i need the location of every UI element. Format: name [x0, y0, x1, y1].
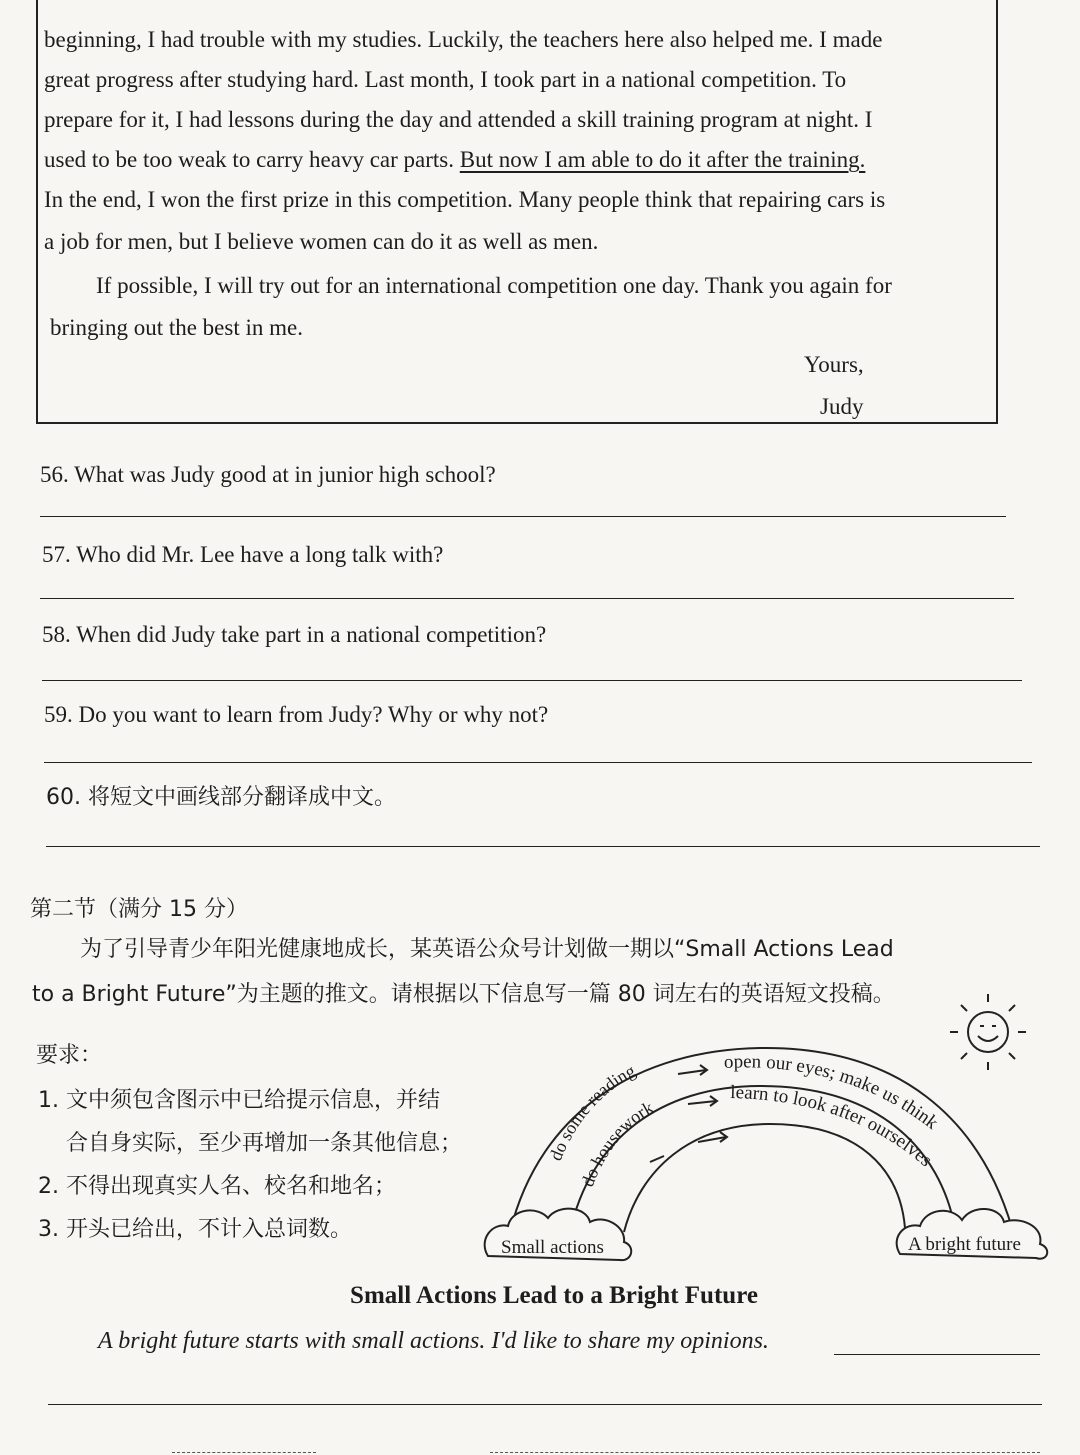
arrow-icon	[678, 1065, 707, 1075]
essay-writing-line-1[interactable]	[834, 1354, 1040, 1355]
blank-dash	[650, 1156, 664, 1162]
requirement-3: 3. 开头已给出，不计入总词数。	[38, 1217, 352, 1242]
inner-action-text: do housework	[577, 1097, 657, 1190]
question-57: 57. Who did Mr. Lee have a long talk with?	[42, 542, 444, 567]
requirement-1a: 1. 文中须包含图示中已给提示信息，并结	[38, 1088, 440, 1113]
letter-line-5: In the end, I won the first prize in this competition. Many people think that repairing cars is	[44, 187, 886, 212]
question-59: 59. Do you want to learn from Judy? Why or why not?	[44, 702, 549, 727]
question-56: 56. What was Judy good at in junior high school?	[40, 462, 496, 487]
intro-line-1: 为了引导青少年阳光健康地成长，某英语公众号计划做一期以“Small Actions Lead	[80, 937, 894, 962]
question-58: 58. When did Judy take part in a national competition?	[42, 622, 547, 647]
right-cloud-label: A bright future	[908, 1234, 1021, 1255]
outer-result-text: open our eyes; make us think	[723, 1051, 942, 1134]
letter-line-7: If possible, I will try out for an international competition one day. Thank you again for	[96, 273, 892, 298]
left-cloud-label: Small actions	[501, 1237, 604, 1258]
essay-opening: A bright future starts with small actions. I'd like to share my opinions.	[98, 1328, 769, 1354]
letter-line-1: beginning, I had trouble with my studies. Luckily, the teachers here also helped me. I made	[44, 27, 883, 52]
letter-line-2: great progress after studying hard. Last month, I took part in a national competition. To	[44, 67, 847, 92]
arrow-icon	[688, 1096, 717, 1106]
requirement-2: 2. 不得出现真实人名、校名和地名；	[38, 1174, 396, 1199]
requirements-label: 要求：	[36, 1043, 103, 1068]
letter-line-4-text: used to be too weak to carry heavy car parts.	[44, 147, 460, 172]
rainbow-outer-arc	[510, 1048, 1012, 1232]
sun-icon	[950, 994, 1026, 1070]
intro-line-2: to a Bright Future”为主题的推文。请根据以下信息写一篇 80 词左右的英语短文投稿。	[32, 982, 895, 1007]
outer-action-text: do some reading	[545, 1060, 639, 1164]
outer-action-label	[545, 1060, 638, 1163]
essay-writing-line-2[interactable]	[48, 1404, 1042, 1405]
essay-writing-line-3b[interactable]	[490, 1452, 1040, 1453]
underlined-sentence: But now I am able to do it after the training.	[459, 147, 866, 172]
letter-closing: Yours,	[804, 352, 864, 377]
essay-title: Small Actions Lead to a Bright Future	[350, 1282, 758, 1309]
letter-line-8: bringing out the best in me.	[50, 315, 303, 340]
letter-signature: Judy	[820, 394, 864, 419]
section-heading: 第二节（满分 15 分）	[30, 897, 248, 922]
letter-line-6: a job for men, but I believe women can do it as well as men.	[44, 229, 599, 254]
letter-line-3: prepare for it, I had lessons during the day and attended a skill training program at night. I	[44, 107, 873, 132]
requirement-1b: 合自身实际，至少再增加一条其他信息；	[66, 1131, 463, 1156]
inner-result-text: learn to look after ourselves	[729, 1081, 937, 1172]
question-60: 60. 将短文中画线部分翻译成中文。	[46, 785, 396, 810]
essay-writing-line-3a[interactable]	[172, 1452, 316, 1453]
rainbow-inner-arc	[624, 1124, 905, 1232]
